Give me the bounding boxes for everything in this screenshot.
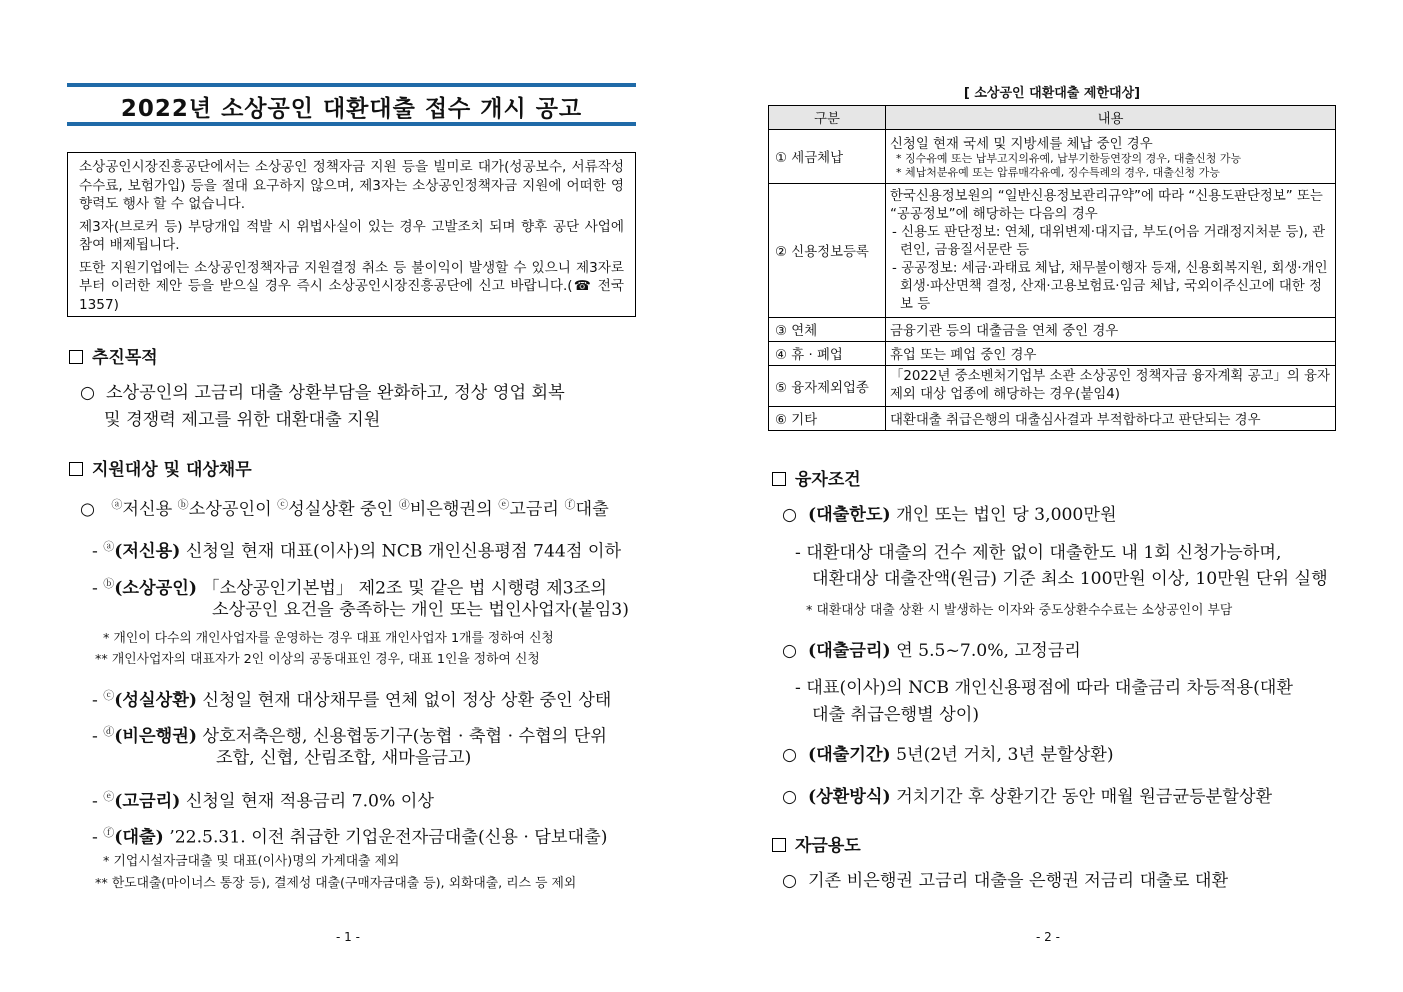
circled-letter: ⓔ bbox=[498, 498, 510, 511]
circled-letter: ⓕ bbox=[564, 498, 576, 511]
bullet-icon: ○ bbox=[782, 871, 797, 891]
criterion-text: ’22.5.31. 이전 취급한 기업운전자금대출(신용 · 담보대출) bbox=[163, 827, 608, 848]
purpose-text bbox=[80, 380, 565, 407]
restriction-table bbox=[768, 105, 1336, 431]
table-cell-category: ③ 연체 bbox=[769, 318, 886, 342]
criterion-label: (저신용) bbox=[114, 541, 181, 562]
checkbox-square-icon bbox=[69, 462, 83, 476]
table-cell-content bbox=[886, 130, 1336, 184]
term-text: 5년(2년 거치, 3년 분할상환) bbox=[890, 745, 1114, 765]
dash: - bbox=[92, 827, 98, 848]
section-heading-text: 자금용도 bbox=[795, 836, 861, 856]
section-heading-use bbox=[772, 831, 861, 856]
circled-letter: ⓓ bbox=[398, 498, 410, 511]
section-heading-purpose bbox=[69, 343, 158, 368]
table-cell-category: ② 신용정보등록 bbox=[769, 184, 886, 318]
table-row bbox=[769, 184, 1336, 318]
criterion-text: 「소상공인기본법」 제2조 및 같은 법 시행령 제3조의 bbox=[196, 578, 607, 599]
dash: - bbox=[92, 791, 98, 812]
table-row bbox=[769, 130, 1336, 184]
term-loan-limit bbox=[782, 502, 1117, 529]
criterion-text: 신청일 현재 적용금리 7.0% 이상 bbox=[180, 791, 434, 812]
page-number: - 2 - bbox=[1036, 930, 1060, 944]
circled-letter: ⓐ bbox=[111, 498, 123, 511]
lead-term: 소상공인이 bbox=[188, 499, 278, 520]
column-header: 구분 bbox=[769, 106, 886, 130]
page-number: - 1 - bbox=[336, 930, 360, 944]
section-heading-text: 추진목적 bbox=[92, 348, 158, 368]
table-cell-category: ⑥ 기타 bbox=[769, 407, 886, 431]
table-cell-content: 휴업 또는 폐업 중인 경우 bbox=[886, 342, 1336, 366]
criterion-label: (소상공인) bbox=[114, 578, 197, 599]
cell-text: - 공공정보: 세금·과태료 체납, 채무불이행자 등재, 신용회복지원, 회생·개인회생·파산면책 결정, 산재·고용보험료·임금 체납, 국외이주신고에 대한 정보 등 bbox=[892, 260, 1328, 312]
term-text: 거치기간 후 상환기간 동안 매월 원금균등분할상환 bbox=[890, 787, 1273, 807]
criterion-text: 신청일 현재 대표(이사)의 NCB 개인신용평점 744점 이하 bbox=[180, 541, 622, 562]
cell-note: * 징수유예 또는 납부고지의유예, 납부기한등연장의 경우, 대출신청 가능 bbox=[896, 152, 1242, 165]
table-row bbox=[769, 318, 1336, 342]
page-title: 2022년 소상공인 대환대출 접수 개시 공고 bbox=[120, 96, 583, 122]
bullet-icon: ○ bbox=[782, 641, 797, 661]
term-detail: - 대표(이사)의 NCB 개인신용평점에 따라 대출금리 차등적용(대환 bbox=[795, 678, 1294, 698]
table-title: [ 소상공인 대환대출 제한대상] bbox=[963, 86, 1141, 101]
footnote: * 기업시설자금대출 및 대표(이사)명의 가계대출 제외 bbox=[103, 854, 400, 869]
circled-letter: ⓑ bbox=[177, 498, 189, 511]
criterion-low-credit bbox=[92, 533, 621, 566]
checkbox-square-icon bbox=[772, 838, 786, 852]
bullet-icon: ○ bbox=[782, 787, 797, 807]
purpose-line: 소상공인의 고금리 대출 상환부담을 완화하고, 정상 영업 회복 bbox=[105, 383, 565, 403]
dash: - bbox=[92, 541, 98, 562]
criterion-text-cont: 조합, 신협, 산림조합, 새마을금고) bbox=[216, 748, 472, 768]
criterion-repayment bbox=[92, 682, 611, 715]
criterion-label: (비은행권) bbox=[114, 726, 197, 747]
lead-term: 대출 bbox=[575, 499, 609, 520]
criterion-text: 신청일 현재 대상채무를 연체 없이 정상 상환 중인 상태 bbox=[196, 690, 612, 711]
checkbox-square-icon bbox=[69, 350, 83, 364]
term-detail: 대환대상 대출잔액(원금) 기준 최소 100만원 이상, 10만원 단위 실행 bbox=[812, 569, 1328, 589]
section-heading-target bbox=[69, 455, 252, 480]
dash: - bbox=[92, 726, 98, 747]
table-cell-content: 금융기관 등의 대출금을 연체 중인 경우 bbox=[886, 318, 1336, 342]
notice-paragraph: 제3자(브로커 등) 부당개입 적발 시 위법사실이 있는 경우 고발조치 되며 향후 공단 사업에 참여 배제됩니다. bbox=[79, 218, 624, 253]
table-header-row bbox=[769, 106, 1336, 130]
table-row bbox=[769, 407, 1336, 431]
criterion-label: (성실상환) bbox=[114, 690, 197, 711]
circled-letter: ⓔ bbox=[103, 790, 115, 803]
bullet-icon: ○ bbox=[80, 499, 95, 520]
circled-letter: ⓒ bbox=[277, 498, 289, 511]
circled-letter: ⓑ bbox=[103, 577, 115, 590]
cell-text: 신청일 현재 국세 및 지방세를 체납 중인 경우 bbox=[890, 137, 1153, 152]
notice-box bbox=[67, 152, 636, 317]
criterion-high-rate bbox=[92, 783, 434, 816]
checkbox-square-icon bbox=[772, 472, 786, 486]
table-cell-category: ⑤ 융자제외업종 bbox=[769, 366, 886, 407]
lead-term: 고금리 bbox=[509, 499, 565, 520]
bullet-icon: ○ bbox=[782, 505, 797, 525]
target-lead bbox=[80, 491, 609, 524]
circled-letter: ⓓ bbox=[103, 725, 115, 738]
term-detail: - 대환대상 대출의 건수 제한 없이 대출한도 내 1회 신청가능하며, bbox=[795, 543, 1282, 563]
page-title-box bbox=[67, 83, 636, 126]
title-top-bar bbox=[67, 83, 636, 87]
table-cell-content: 대환대출 취급은행의 대출심사결과 부적합하다고 판단되는 경우 bbox=[886, 407, 1336, 431]
section-heading-text: 지원대상 및 대상채무 bbox=[92, 460, 252, 480]
table-row bbox=[769, 366, 1336, 407]
notice-paragraph: 또한 지원기업에는 소상공인정책자금 지원결정 취소 등 불이익이 발생할 수 있으니 제3자로부터 이러한 제안 등을 받으실 경우 즉시 소상공인시장진흥공단에 신고 바랍니다.(☎ 전국 1357) bbox=[79, 259, 624, 313]
term-label: (대출기간) bbox=[807, 745, 891, 765]
term-label: (대출한도) bbox=[807, 505, 891, 525]
table-cell-category: ① 세금체납 bbox=[769, 130, 886, 184]
footnote: * 대환대상 대출 상환 시 발생하는 이자와 중도상환수수료는 소상공인이 부담 bbox=[806, 603, 1233, 618]
criterion-loan bbox=[92, 819, 607, 852]
term-label: (상환방식) bbox=[807, 787, 891, 807]
fund-use-line: 기존 비은행권 고금리 대출을 은행권 저금리 대출로 대환 bbox=[807, 871, 1229, 891]
term-repayment bbox=[782, 784, 1272, 811]
section-heading-terms bbox=[772, 465, 861, 490]
table-cell-content: 「2022년 중소벤처기업부 소관 소상공인 정책자금 융자계획 공고」의 융자제외 대상 업종에 해당하는 경우(붙임4) bbox=[886, 366, 1336, 407]
circled-letter: ⓐ bbox=[103, 540, 115, 553]
table-cell-content bbox=[886, 184, 1336, 318]
dash: - bbox=[92, 690, 98, 711]
criterion-label: (고금리) bbox=[114, 791, 181, 812]
circled-letter: ⓒ bbox=[103, 689, 115, 702]
section-heading-text: 융자조건 bbox=[795, 470, 861, 490]
term-text: 개인 또는 법인 당 3,000만원 bbox=[890, 505, 1117, 525]
purpose-text-cont: 및 경쟁력 제고를 위한 대환대출 지원 bbox=[104, 410, 381, 430]
column-header: 내용 bbox=[886, 106, 1336, 130]
lead-term: 저신용 bbox=[122, 499, 178, 520]
circled-letter: ⓕ bbox=[103, 826, 115, 839]
bullet-icon: ○ bbox=[782, 745, 797, 765]
dash: - bbox=[92, 578, 98, 599]
table-row bbox=[769, 342, 1336, 366]
term-interest-rate bbox=[782, 638, 1081, 665]
criterion-label: (대출) bbox=[114, 827, 164, 848]
notice-paragraph: 소상공인시장진흥공단에서는 소상공인 정책자금 지원 등을 빌미로 대가(성공보수, 서류작성 수수료, 보험가입) 등을 절대 요구하지 않으며, 제3자는 소상공인정책자금 지원에 어떠한 영향력도 행사 할 수 없습니다. bbox=[79, 159, 624, 212]
lead-term: 비은행권의 bbox=[409, 499, 499, 520]
term-text: 연 5.5~7.0%, 고정금리 bbox=[890, 641, 1081, 661]
fund-use-text bbox=[782, 868, 1228, 895]
criterion-text: 상호저축은행, 신용협동기구(농협 · 축협 · 수협의 단위 bbox=[196, 726, 607, 747]
criterion-text-cont: 소상공인 요건을 충족하는 개인 또는 법인사업자(붙임3) bbox=[212, 600, 629, 620]
footnote: ** 개인사업자의 대표자가 2인 이상의 공동대표인 경우, 대표 1인을 정하여 신청 bbox=[95, 652, 540, 667]
lead-term: 성실상환 중인 bbox=[288, 499, 399, 520]
term-detail: 대출 취급은행별 상이) bbox=[812, 705, 980, 725]
table-cell-category: ④ 휴 · 폐업 bbox=[769, 342, 886, 366]
cell-text: 한국신용정보원의 “일반신용정보관리규약”에 따라 “신용도판단정보” 또는 “공공정보”에 해당하는 다음의 경우 bbox=[890, 188, 1323, 222]
bullet-icon: ○ bbox=[80, 383, 95, 403]
title-bottom-bar bbox=[67, 122, 636, 126]
term-loan-period bbox=[782, 742, 1114, 769]
term-label: (대출금리) bbox=[807, 641, 891, 661]
footnote: ** 한도대출(마이너스 통장 등), 결제성 대출(구매자금대출 등), 외화대출, 리스 등 제외 bbox=[95, 876, 577, 891]
cell-note: * 체납처분유예 또는 압류매각유예, 징수특례의 경우, 대출신청 가능 bbox=[896, 166, 1220, 179]
cell-text: - 신용도 판단정보: 연체, 대위변제·대지급, 부도(어음 거래정지처분 등), 관련인, 금융질서문란 등 bbox=[892, 224, 1326, 258]
footnote: * 개인이 다수의 개인사업자를 운영하는 경우 대표 개인사업자 1개를 정하여 신청 bbox=[103, 631, 554, 646]
